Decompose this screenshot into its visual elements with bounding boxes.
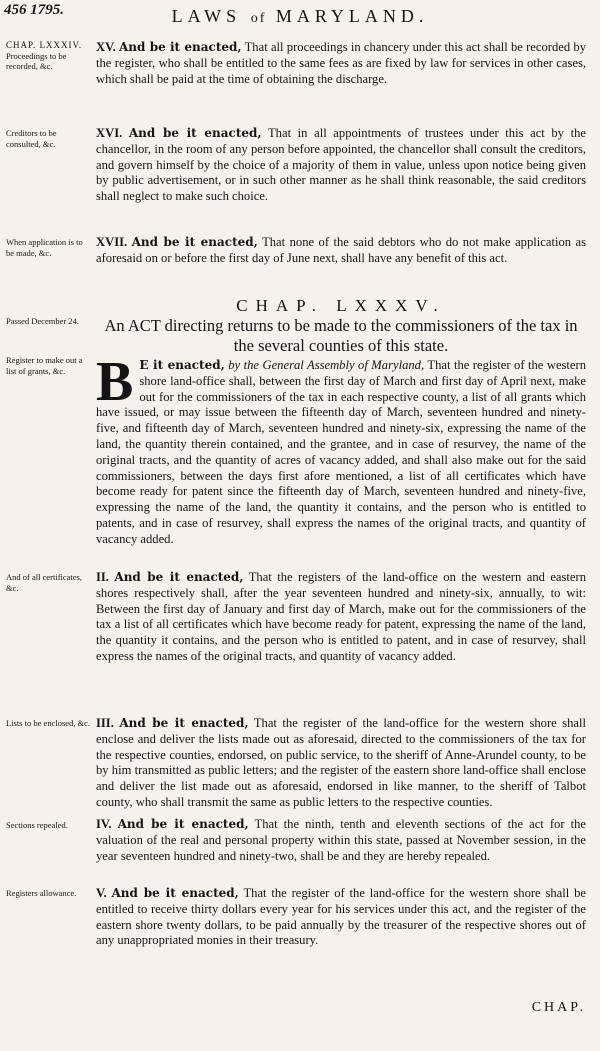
act-section-ii [96,570,586,665]
section-text: That none of the said debtors who do not make application as aforesaid on or before the first day of June next, shall have any benefit of this act. [96,235,586,265]
running-head [0,6,600,27]
act-section-i [96,351,587,548]
margin-chap-number: CHAP. LXXXIV. [6,40,83,50]
section-number: II. [96,570,109,584]
enacting-clause: And be it enacted, [118,40,242,54]
section-number: IV. [96,817,112,831]
margin-note-certificates: And of all certificates, &c. [6,572,82,593]
margin-note-creditors: Creditors to be consulted, &c. [6,128,57,149]
enacting-clause: And be it enacted, [114,570,244,584]
section-text: That the ninth, tenth and eleventh sections of the act for the valuation of the real and personal property within this state, passed at November session, in the year seventeen hundred and ninety-two, shall be and they are hereby repealed. [96,817,586,863]
margin-note-lists-enclosed: Lists to be enclosed, &c. [6,718,91,728]
chapter-heading: CHAP. LXXXV. [236,296,446,315]
running-head-laws: LAWS [171,6,242,26]
section-number: XV. [96,40,116,54]
margin-note-register-list: Register to make out a list of grants, &c. [6,355,83,376]
section-text: That the register of the western shore land-office shall, between the first day of March and first day of April next, make out for the commissioners of the tax in each respective county, a list of all grants which have issued, or may issue between the fifteenth day of March, seventeen hundred and ninety-five, and fifteenth day of March, seventeen hundred and ninety-six, expressing the name of the land, the quantity therein contained, and the grantee, and in case of resurvey, the name of the original tracts, and the quantity of acres of vacancy added, and shall also make out for the said commissioners, between the days first afore mentioned, a list of all certificates which have become ready for patent since the fifteenth day of March, seventeen hundred and ninety-five, expressing the name of the land, the quantity it contains, and the person who is entitled to patents, and in case of resurvey, shall express the names of the original tracts, and quantity of vacancy added. [96,358,587,546]
enacting-clause: And be it enacted, [111,886,239,900]
running-head-of: of [250,11,267,26]
act-title: An ACT directing returns to be made to the commissioners of the tax in the several counties of this state. [104,316,578,355]
margin-note-sections-repealed: Sections repealed. [6,820,68,830]
margin-note-registers-allowance: Registers allowance. [6,888,77,898]
margin-note-passed: Passed December 24. [6,316,79,326]
enacting-clause: E it enacted, [139,358,225,372]
section-text: That in all appointments of trustees under this act by the chancellor, in the room of any person before appointed, the chancellor shall consult the creditors, and govern himself by the choice of a majority of them in value, unless upon notice being given by public advertisement, or in such other manner as he shall think reasonable, the said creditors shall neglect to make such choice. [96,126,587,204]
act-section-v [96,886,586,949]
catchword: CHAP. [531,1000,586,1015]
enacting-clause: And be it enacted, [128,126,262,140]
margin-chap-note [6,40,92,72]
section-xvi [96,126,586,205]
section-text: That the registers of the land-office on the western and eastern shores respectively shall, after the year seventeen hundred and ninety-six, annually, to wit: Between the first day of January and first day of March, make out for the commissioners of the tax a list of all certificates which have become ready for patent, expressing the name of the land, the quantity it contains, and the person who is entitled to patent, and in case of resurvey, shall express the names of the original tracts, and quantity of vacancy added. [96,570,586,663]
section-xv [96,40,586,87]
section-number: XVI. [96,126,123,140]
section-text: That all proceedings in chancery under this act shall be recorded by the register, who shall be entitled to the same fees as are fixed by law for services in other cases, which shall be paid at the time of obtaining the discharge. [96,40,587,86]
section-xvii [96,235,586,267]
section-number: III. [96,716,114,730]
enacting-clause: And be it enacted, [131,235,258,249]
running-head-state: MARYLAND. [275,6,429,26]
enacting-clause: And be it enacted, [119,716,249,730]
authority-clause: by the General Assembly of Maryland, [228,358,425,372]
act-section-iii [96,716,586,811]
section-number: XVII. [96,235,128,249]
drop-cap: B [96,351,134,413]
section-text: That the register of the land-office for the western shore shall be entitled to receive thirty dollars every year for his services under this act, and the register of the eastern shore twenty dollars, to be paid annually by the treasurer of the respective shores out of any unappropriated monies in their treasury. [96,886,587,948]
section-text: That the register of the land-office for the western shore shall enclose and deliver the lists made out as aforesaid, directed to the commissioners of the tax for the respective counties, endorsed, on public service, to the sheriff of Anne-Arundel county, to be by him transmitted as public letters; and the register of the eastern shore land-office shall enclose and deliver the list made out as aforesaid, endorsed in like manner, to the sheriff of Talbot county, who shall transmit the same as public letters to the respective counties. [96,716,586,809]
page-number: 456 1795. [4,2,64,18]
act-section-iv [96,817,586,864]
margin-note-proceedings: Proceedings to be recorded, &c. [6,50,67,71]
enacting-clause: And be it enacted, [117,817,249,831]
margin-note-application: When application is to be made, &c. [6,237,83,258]
section-number: V. [96,886,107,900]
